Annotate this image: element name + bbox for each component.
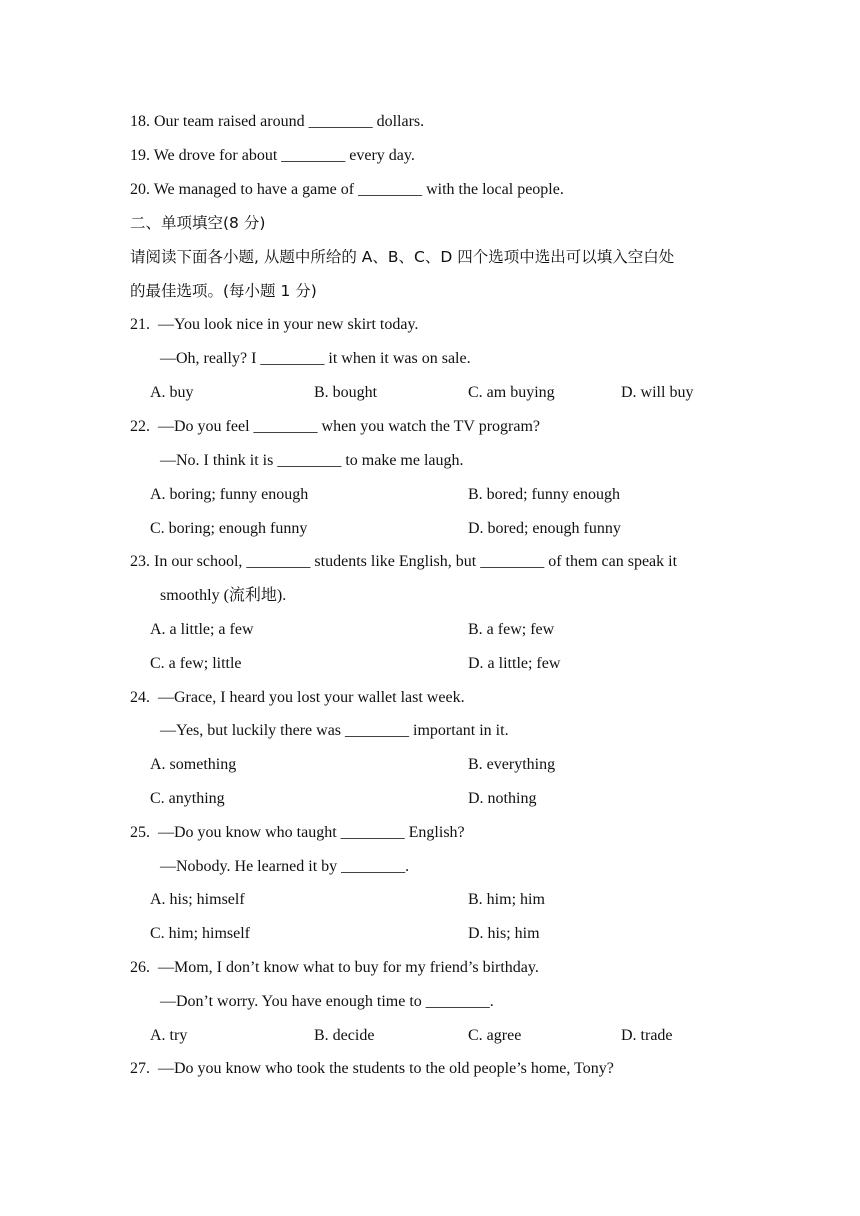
question-25-stem: 25. —Do you know who taught ________ English? [130,824,465,841]
option-25-c: C. him; himself [150,925,250,942]
question-21-stem: 21. —You look nice in your new skirt today. [130,316,419,333]
option-23-c: C. a few; little [150,655,242,672]
question-20: 20. We managed to have a game of ________ with the local people. [130,181,564,198]
option-26-d: D. trade [621,1027,673,1044]
option-26-b: B. decide [314,1027,375,1044]
section-instruction-line2: 的最佳选项。(每小题 1 分) [130,282,317,300]
question-18: 18. Our team raised around ________ dollars. [130,113,425,130]
question-22-reply: —No. I think it is ________ to make me laugh. [160,452,464,469]
option-25-b: B. him; him [468,891,545,908]
option-24-d: D. nothing [468,790,537,807]
option-23-b: B. a few; few [468,621,555,638]
option-21-c: C. am buying [468,384,555,401]
question-23-stem: 23. In our school, ________ students like English, but ________ of them can speak it [130,553,678,570]
option-22-c: C. boring; enough funny [150,520,308,537]
option-24-b: B. everything [468,756,556,773]
question-25-reply: —Nobody. He learned it by ________. [160,858,410,875]
option-21-d: D. will buy [621,384,694,401]
option-22-d: D. bored; enough funny [468,520,621,537]
question-24-stem: 24. —Grace, I heard you lost your wallet last week. [130,689,465,706]
option-21-a: A. buy [150,384,194,401]
option-26-a: A. try [150,1027,188,1044]
option-24-a: A. something [150,756,237,773]
option-24-c: C. anything [150,790,225,807]
option-26-c: C. agree [468,1027,522,1044]
section-heading: 二、单项填空(8 分) [130,214,266,232]
option-23-a: A. a little; a few [150,621,254,638]
question-23-continued: smoothly (流利地). [160,587,287,604]
question-24-reply: —Yes, but luckily there was ________ important in it. [160,722,509,739]
question-26-reply: —Don’t worry. You have enough time to ________. [160,993,494,1010]
option-21-b: B. bought [314,384,378,401]
option-23-d: D. a little; few [468,655,561,672]
question-21-reply: —Oh, really? I ________ it when it was on sale. [160,350,471,367]
option-22-a: A. boring; funny enough [150,486,309,503]
question-22-stem: 22. —Do you feel ________ when you watch the TV program? [130,418,540,435]
question-26-stem: 26. —Mom, I don’t know what to buy for my friend’s birthday. [130,959,539,976]
option-25-a: A. his; himself [150,891,245,908]
question-19: 19. We drove for about ________ every day. [130,147,415,164]
option-25-d: D. his; him [468,925,540,942]
section-instruction-line1: 请阅读下面各小题, 从题中所给的 A、B、C、D 四个选项中选出可以填入空白处 [130,248,675,266]
option-22-b: B. bored; funny enough [468,486,620,503]
question-27-stem: 27. —Do you know who took the students to the old people’s home, Tony? [130,1060,614,1077]
